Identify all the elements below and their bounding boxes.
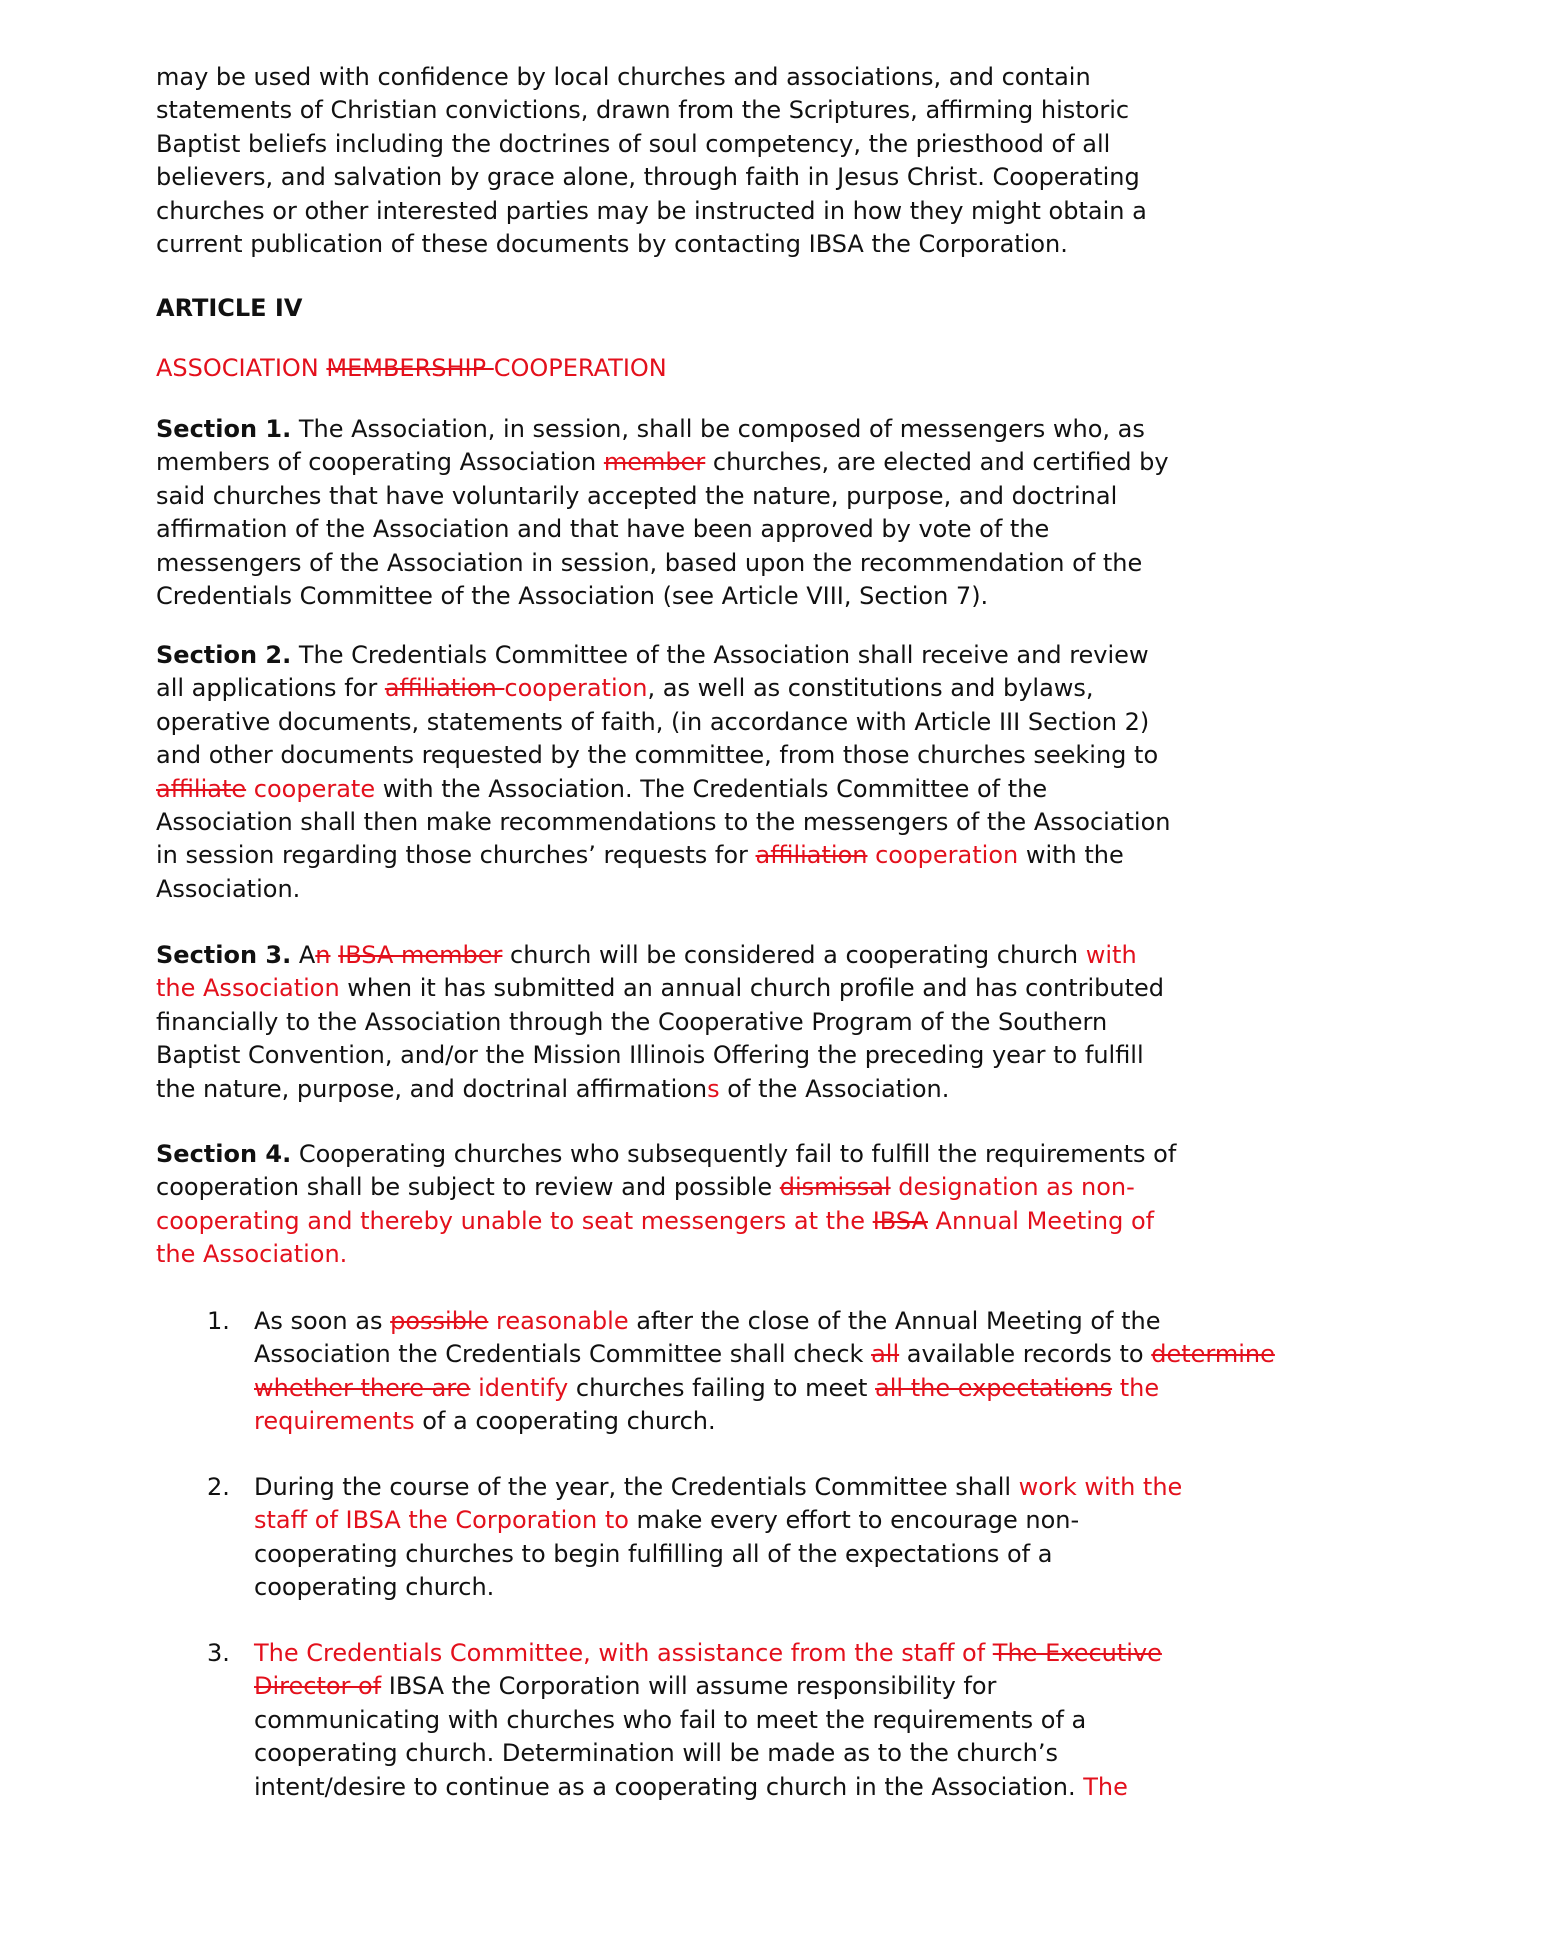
deleted-text: all xyxy=(871,1340,900,1369)
bold-text: Section 4. xyxy=(156,1140,292,1168)
text-line xyxy=(156,773,1170,806)
text-run xyxy=(470,1374,478,1402)
text-line xyxy=(156,1006,1164,1039)
bold-text: ARTICLE IV xyxy=(156,294,303,322)
intro-paragraph xyxy=(156,61,1147,261)
text-line xyxy=(156,547,1169,580)
text-run: statements of Christian convictions, drawn from the Scriptures, affirming historic xyxy=(156,96,1130,125)
text-run: members of cooperating Association xyxy=(156,448,604,477)
text-line xyxy=(156,1171,1176,1204)
text-run: in session regarding those churches’ requests for xyxy=(156,841,756,870)
deleted-text: IBSA member xyxy=(338,941,503,969)
list-item-2 xyxy=(207,1471,1183,1605)
text-line xyxy=(254,1737,1162,1770)
deleted-text: affiliation xyxy=(755,841,868,870)
inserted-text: with xyxy=(1085,941,1137,969)
text-run: believers, and salvation by grace alone, through faith in Jesus Christ. Cooperating xyxy=(156,163,1140,192)
deleted-text: affiliate xyxy=(156,774,247,803)
text-run: church will be considered a cooperating church xyxy=(502,941,1086,969)
inserted-text: s xyxy=(707,1074,720,1103)
section-1-paragraph xyxy=(156,413,1169,613)
text-run: cooperating church. Determination will be made as to the church’s xyxy=(254,1739,1059,1768)
text-run: affirmation of the Association and that have been approved by vote of the xyxy=(156,515,1050,544)
text-line xyxy=(156,939,1164,972)
text-line xyxy=(254,1637,1162,1670)
inserted-text: the Association. xyxy=(156,1240,348,1269)
text-run: current publication of these documents by contacting IBSA the Corporation. xyxy=(156,229,1068,258)
text-run: IBSA the Corporation will assume responsibility for xyxy=(381,1672,997,1701)
article-title xyxy=(156,352,667,385)
deleted-text: all the expectations xyxy=(875,1373,1113,1402)
text-run: of a cooperating church. xyxy=(414,1407,716,1436)
text-run: Association. xyxy=(156,874,301,903)
inserted-text: cooperation xyxy=(504,674,648,703)
text-run: operative documents, statements of faith, (in accordance with Article III Section 2) xyxy=(156,707,1150,736)
text-line xyxy=(254,1504,1182,1537)
list-item-3 xyxy=(207,1637,1162,1804)
inserted-text: The Credentials Committee, with assistance from the staff of xyxy=(254,1639,993,1667)
text-line xyxy=(254,1372,1275,1405)
deleted-text: The Executive xyxy=(992,1639,1162,1667)
text-line xyxy=(254,1538,1182,1571)
text-line xyxy=(156,1205,1176,1238)
text-line xyxy=(156,480,1169,513)
text-run: Cooperating churches who subsequently fail to fulfill the requirements of xyxy=(291,1140,1177,1168)
text-run: of the Association. xyxy=(719,1074,950,1103)
text-run: A xyxy=(291,941,316,969)
text-run: churches or other interested parties may be instructed in how they might obtain a xyxy=(156,196,1147,225)
text-run: During the course of the year, the Credentials Committee shall xyxy=(254,1473,1019,1501)
deleted-text: whether there are xyxy=(254,1373,471,1402)
text-run xyxy=(246,775,254,803)
text-line xyxy=(156,352,667,385)
text-run: with the Association. The Credentials Committee of the xyxy=(375,774,1048,803)
article-heading xyxy=(156,292,302,325)
text-run xyxy=(1112,1374,1120,1402)
list-item-1 xyxy=(207,1305,1275,1439)
inserted-text: the Association xyxy=(156,974,340,1003)
text-line xyxy=(156,580,1169,613)
bold-text: Section 2. xyxy=(156,641,292,669)
text-line xyxy=(156,94,1147,127)
text-line xyxy=(156,1138,1176,1171)
inserted-text: Annual Meeting of xyxy=(927,1206,1155,1235)
text-run: communicating with churches who fail to meet the requirements of a xyxy=(254,1705,1087,1734)
text-run: churches, are elected and certified by xyxy=(705,448,1169,477)
text-run: after the close of the Annual Meeting of the xyxy=(628,1307,1161,1335)
text-run: churches failing to meet xyxy=(568,1373,876,1402)
inserted-text: work with the xyxy=(1018,1473,1183,1501)
inserted-text: ASSOCIATION xyxy=(156,354,327,382)
inserted-text: cooperation xyxy=(875,841,1019,870)
text-line xyxy=(156,806,1170,839)
text-run: financially to the Association through the Cooperative Program of the Southern xyxy=(156,1007,1108,1036)
text-line xyxy=(156,161,1147,194)
text-run: cooperating churches to begin fulfilling all of the expectations of a xyxy=(254,1539,1053,1568)
text-run: may be used with confidence by local churches and associations, and contain xyxy=(156,63,1091,91)
text-run xyxy=(488,1307,496,1335)
text-line xyxy=(254,1771,1162,1804)
inserted-text: The xyxy=(1083,1772,1128,1801)
text-run: The Credentials Committee of the Association shall receive and review xyxy=(291,641,1149,669)
text-run: all applications for xyxy=(156,674,385,703)
text-run xyxy=(867,841,875,869)
text-run: Credentials Committee of the Association (see Article VIII, Section 7). xyxy=(156,581,989,610)
text-line xyxy=(156,61,1147,94)
inserted-text: staff of IBSA the Corporation to xyxy=(254,1506,629,1535)
inserted-text: identify xyxy=(478,1373,569,1402)
text-run xyxy=(331,941,339,969)
text-line xyxy=(156,672,1170,705)
bold-text: Section 1. xyxy=(156,415,292,443)
text-line xyxy=(156,739,1170,772)
text-line xyxy=(254,1471,1182,1504)
list-number: 2. xyxy=(207,1473,230,1501)
text-run: cooperating church. xyxy=(254,1573,495,1602)
deleted-text: dismissal xyxy=(779,1173,891,1202)
list-number: 3. xyxy=(207,1639,230,1667)
text-line xyxy=(156,706,1170,739)
text-line xyxy=(156,513,1169,546)
inserted-text: COOPERATION xyxy=(493,354,667,382)
deleted-text: member xyxy=(603,448,706,477)
inserted-text: cooperating and thereby unable to seat messengers at the xyxy=(156,1206,873,1235)
text-run: with the xyxy=(1018,841,1124,870)
deleted-text: determine xyxy=(1151,1340,1275,1369)
section-3-paragraph xyxy=(156,939,1164,1106)
deleted-text: affiliation xyxy=(384,674,505,703)
text-run: when it has submitted an annual church profile and has contributed xyxy=(339,974,1164,1003)
text-line xyxy=(254,1338,1275,1371)
text-line xyxy=(156,446,1169,479)
text-run: The Association, in session, shall be composed of messengers who, as xyxy=(291,415,1145,443)
list-number: 1. xyxy=(207,1307,230,1335)
deleted-text: MEMBERSHIP xyxy=(326,354,494,382)
inserted-text: cooperate xyxy=(253,774,376,803)
text-run: intent/desire to continue as a cooperating church in the Association. xyxy=(254,1772,1084,1801)
text-run: said churches that have voluntarily accepted the nature, purpose, and doctrinal xyxy=(156,481,1118,510)
deleted-text: Director of xyxy=(254,1672,382,1701)
text-run: available records to xyxy=(899,1340,1152,1369)
deleted-text: IBSA xyxy=(872,1206,928,1235)
text-run: the nature, purpose, and doctrinal affirmation xyxy=(156,1074,708,1103)
text-line xyxy=(254,1670,1162,1703)
text-line xyxy=(156,1073,1164,1106)
text-run: and other documents requested by the committee, from those churches seeking to xyxy=(156,741,1159,770)
text-run: , as well as constitutions and bylaws, xyxy=(647,674,1094,703)
text-line xyxy=(254,1571,1182,1604)
text-line xyxy=(156,292,302,325)
text-run: Association shall then make recommendations to the messengers of the Association xyxy=(156,807,1171,836)
text-run: messengers of the Association in session, based upon the recommendation of the xyxy=(156,548,1143,577)
text-line xyxy=(156,873,1170,906)
inserted-text: the xyxy=(1119,1373,1160,1402)
text-line xyxy=(156,228,1147,261)
text-line xyxy=(156,839,1170,872)
text-line xyxy=(156,195,1147,228)
text-line xyxy=(156,639,1170,672)
text-line xyxy=(156,128,1147,161)
text-run: As soon as xyxy=(254,1307,391,1335)
text-line xyxy=(156,1039,1164,1072)
text-run: Baptist Convention, and/or the Mission Illinois Offering the preceding year to fulfill xyxy=(156,1041,1144,1070)
inserted-text: designation as non- xyxy=(898,1173,1135,1202)
text-line xyxy=(254,1405,1275,1438)
text-run: Association the Credentials Committee shall check xyxy=(254,1340,872,1369)
text-line xyxy=(254,1704,1162,1737)
text-run: Baptist beliefs including the doctrines of soul competency, the priesthood of all xyxy=(156,129,1111,158)
deleted-text: possible xyxy=(390,1307,489,1335)
inserted-text: reasonable xyxy=(496,1307,629,1335)
text-line xyxy=(156,1238,1176,1271)
inserted-text: requirements xyxy=(254,1407,415,1436)
bold-text: Section 3. xyxy=(156,941,292,969)
section-2-paragraph xyxy=(156,639,1170,906)
text-line xyxy=(156,972,1164,1005)
text-run: cooperation shall be subject to review and possible xyxy=(156,1173,780,1202)
text-line xyxy=(254,1305,1275,1338)
section-4-paragraph xyxy=(156,1138,1176,1272)
text-line xyxy=(156,413,1169,446)
text-run: make every effort to encourage non- xyxy=(628,1506,1080,1535)
deleted-text: n xyxy=(315,941,331,969)
